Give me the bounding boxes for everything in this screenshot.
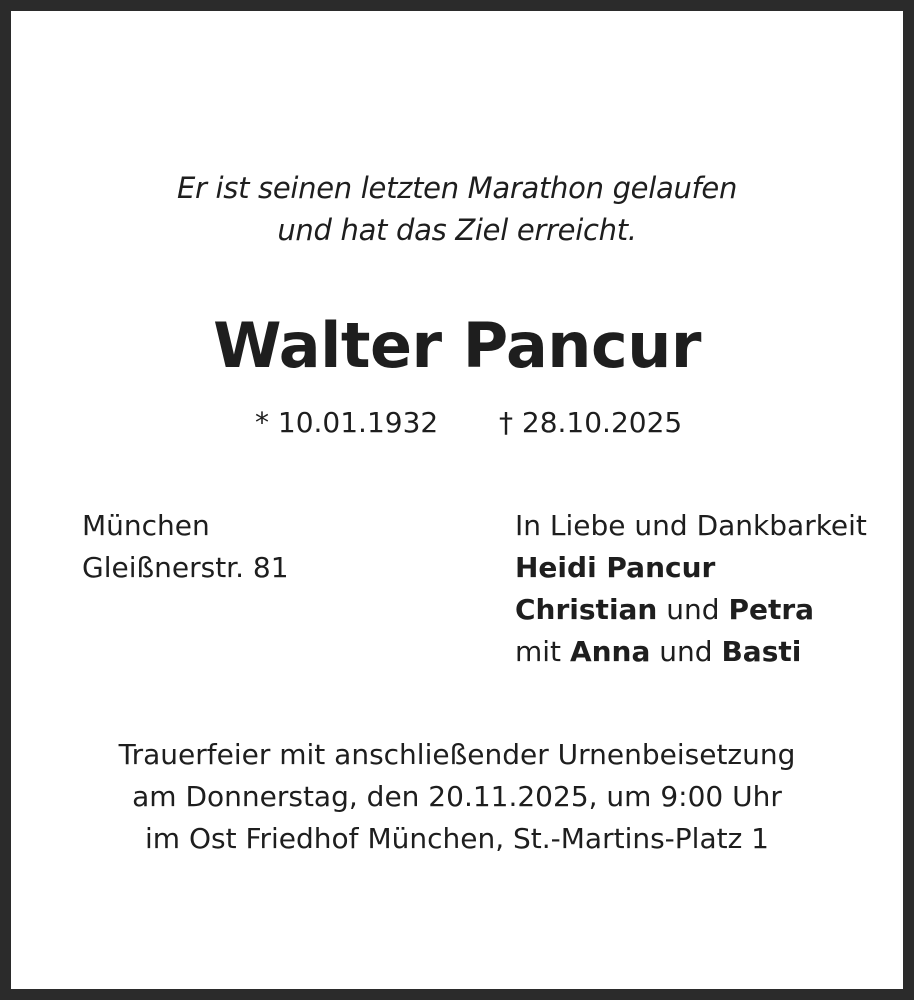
conjunction: und: [650, 635, 722, 668]
quote-line: und hat das Ziel erreicht.: [277, 213, 637, 247]
mourner-name: Anna: [569, 635, 651, 668]
deceased-name: Walter Pancur: [213, 309, 701, 382]
mourners-intro: In Liebe und Dankbarkeit: [515, 509, 867, 542]
mourner-name: Christian: [515, 593, 658, 626]
conjunction: und: [657, 593, 729, 626]
mourner-line: [515, 589, 867, 631]
service-line: im Ost Friedhof München, St.-Martins-Platz 1: [144, 822, 769, 855]
mourner-name: Heidi Pancur: [515, 551, 716, 584]
mourner-name: Basti: [721, 635, 802, 668]
address-city: München: [82, 509, 210, 542]
mourner-line: [515, 547, 867, 589]
memorial-quote: [11, 167, 903, 251]
service-line: am Donnerstag, den 20.11.2025, um 9:00 Uhr: [132, 780, 782, 813]
mourner-name: Petra: [728, 593, 815, 626]
quote-line: Er ist seinen letzten Marathon gelaufen: [176, 171, 738, 205]
service-line: Trauerfeier mit anschließender Urnenbeisetzung: [118, 738, 796, 771]
service-details: [11, 734, 903, 860]
address-block: [82, 505, 289, 589]
mourners-block: [515, 505, 867, 673]
address-street: Gleißnerstr. 81: [82, 551, 289, 584]
mourner-line: [515, 631, 867, 673]
birth-date: * 10.01.1932: [255, 406, 439, 439]
preposition: mit: [515, 635, 570, 668]
death-date: † 28.10.2025: [499, 406, 683, 439]
